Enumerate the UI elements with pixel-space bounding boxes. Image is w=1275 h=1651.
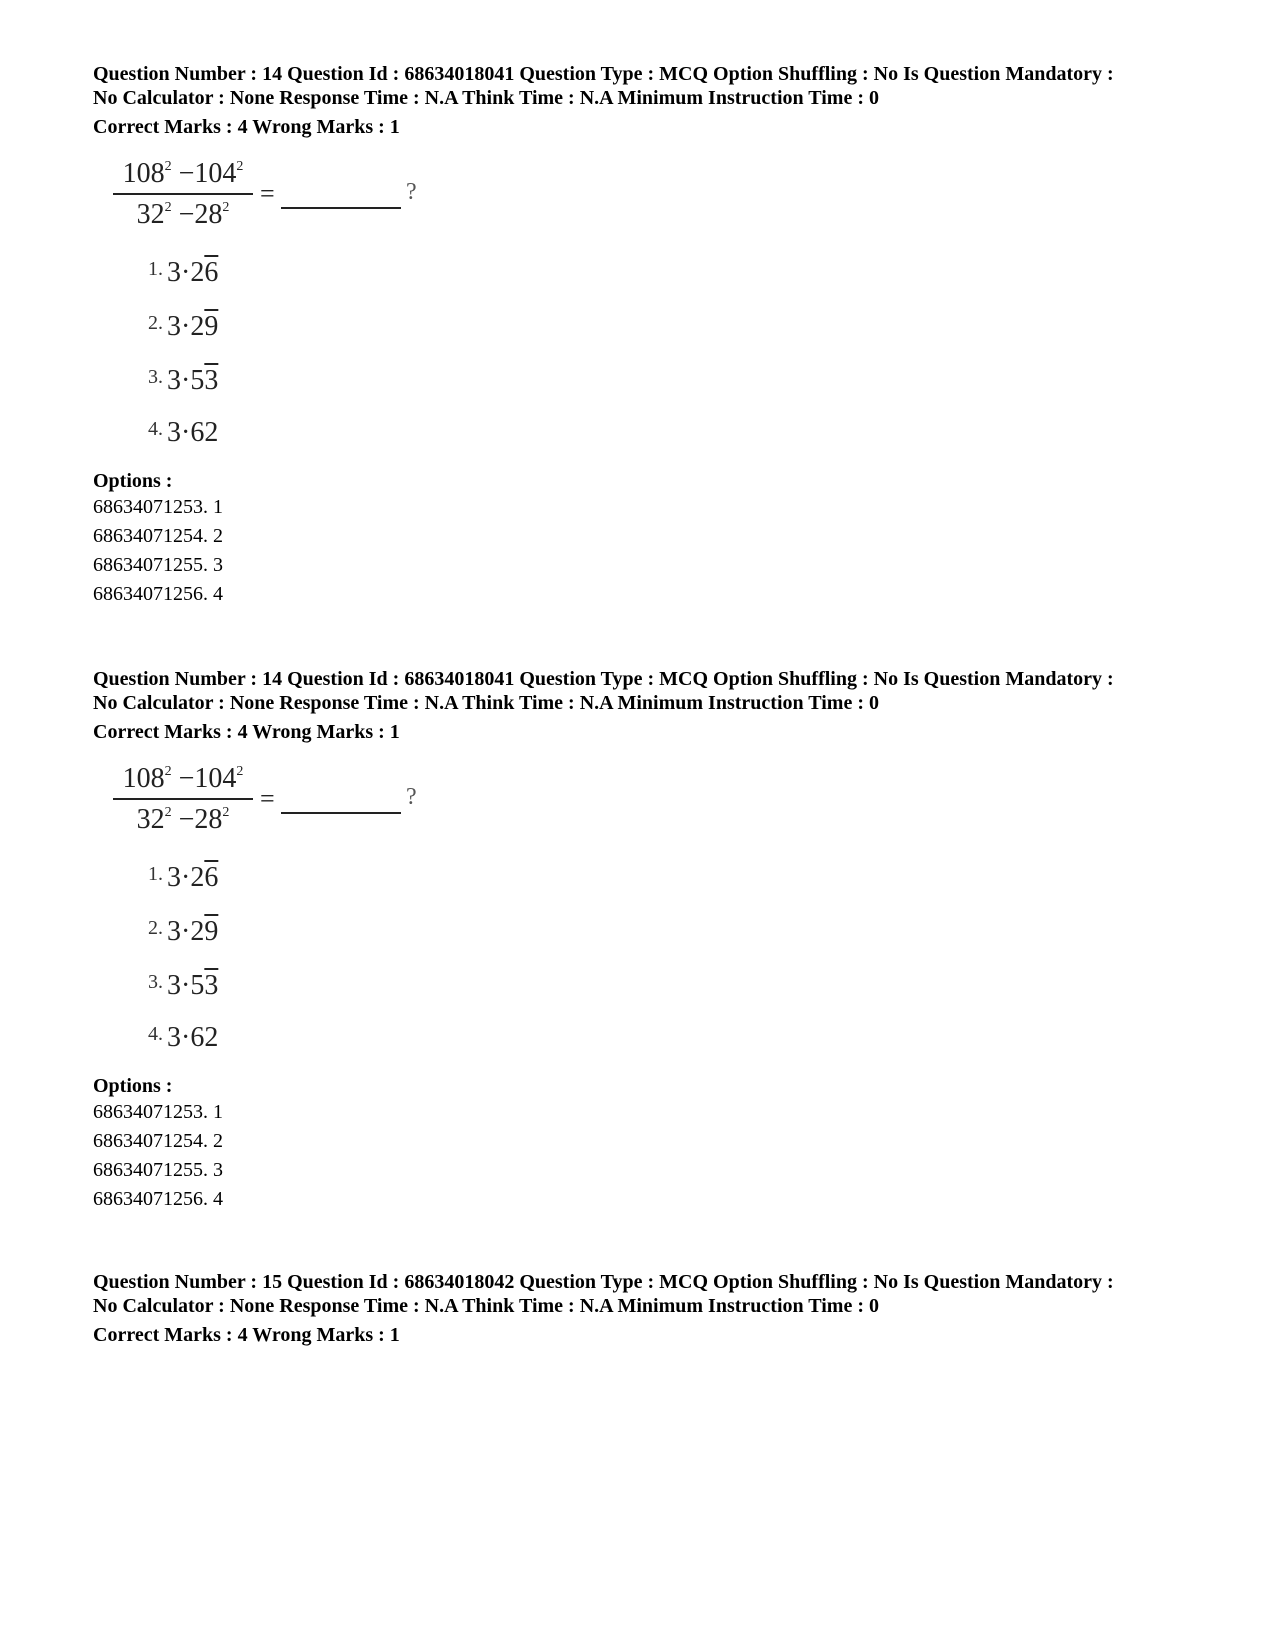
question-header-line2: No Calculator : None Response Time : N.A Think Time : N.A Minimum Instruction Time : 0	[93, 87, 879, 109]
choice-2: $^{2.}$ 3·29	[148, 916, 219, 947]
choice-4: $^{4.}$ 3·62	[148, 1022, 219, 1053]
question-header-line1: Question Number : 14 Question Id : 68634018041 Question Type : MCQ Option Shuffling : No Is Question Mandatory :	[93, 668, 1114, 690]
option-item: 68634071255. 3	[93, 554, 223, 576]
answer-blank-line	[281, 812, 401, 814]
option-item: 68634071256. 4	[93, 1188, 223, 1210]
option-item: 68634071253. 1	[93, 496, 223, 518]
question-header-line2: No Calculator : None Response Time : N.A Think Time : N.A Minimum Instruction Time : 0	[93, 1295, 879, 1317]
question-block-3	[93, 1270, 1213, 1347]
question-marks: Correct Marks : 4 Wrong Marks : 1	[93, 116, 400, 138]
question-mark: ?	[406, 179, 417, 205]
choice-2: $^{2.}$ 3·29	[148, 311, 219, 342]
equals-sign: =	[260, 784, 275, 813]
fraction-numerator: $108^2 -104^2$	[122, 158, 244, 189]
option-item: 68634071253. 1	[93, 1101, 223, 1123]
option-item: 68634071254. 2	[93, 1130, 223, 1152]
fraction-denominator: $32^2 -28^2$	[136, 199, 230, 230]
choice-1: $^{1.}$ 3·26	[148, 862, 219, 893]
question-expression	[93, 762, 423, 1062]
choice-1: $^{1.}$ 3·26	[148, 257, 219, 288]
fraction-bar	[113, 193, 253, 195]
choice-3: $^{3.}$ 3·53	[148, 970, 219, 1001]
question-header-line1: Question Number : 14 Question Id : 68634018041 Question Type : MCQ Option Shuffling : No Is Question Mandatory :	[93, 63, 1114, 85]
fraction	[113, 157, 253, 231]
question-header-line2: No Calculator : None Response Time : N.A Think Time : N.A Minimum Instruction Time : 0	[93, 692, 879, 714]
fraction	[113, 762, 253, 836]
answer-blank-line	[281, 207, 401, 209]
fraction-numerator: $108^2 -104^2$	[122, 763, 244, 794]
fraction-bar	[113, 798, 253, 800]
question-marks: Correct Marks : 4 Wrong Marks : 1	[93, 1324, 400, 1346]
choice-3: $^{3.}$ 3·53	[148, 365, 219, 396]
equals-sign: =	[260, 179, 275, 208]
options-label: Options :	[93, 470, 173, 492]
fraction-denominator: $32^2 -28^2$	[136, 804, 230, 835]
options-label: Options :	[93, 1075, 173, 1097]
choice-4: $^{4.}$ 3·62	[148, 417, 219, 448]
question-marks: Correct Marks : 4 Wrong Marks : 1	[93, 721, 400, 743]
question-header-line1: Question Number : 15 Question Id : 68634018042 Question Type : MCQ Option Shuffling : No Is Question Mandatory :	[93, 1271, 1114, 1293]
option-item: 68634071254. 2	[93, 525, 223, 547]
question-expression	[93, 157, 423, 457]
question-block-1	[93, 62, 1213, 609]
option-item: 68634071256. 4	[93, 583, 223, 605]
question-block-2	[93, 667, 1213, 1214]
option-item: 68634071255. 3	[93, 1159, 223, 1181]
question-mark: ?	[406, 784, 417, 810]
